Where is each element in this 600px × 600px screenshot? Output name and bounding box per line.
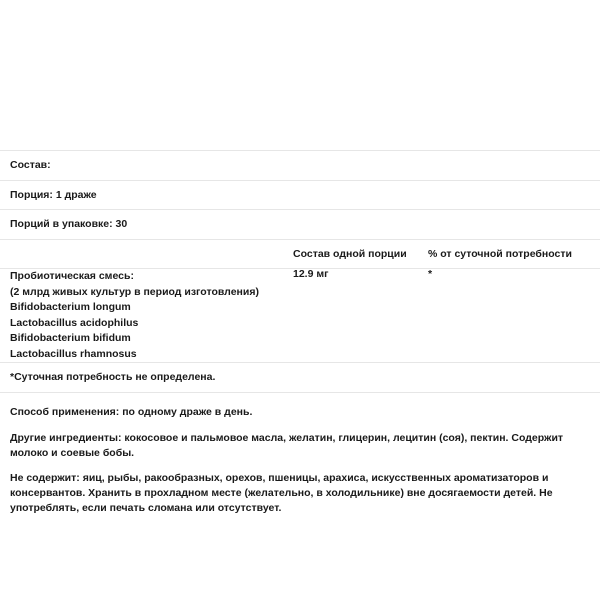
ingredient-daily-value-cell: *	[428, 268, 433, 280]
ingredient-amount-cell: 12.9 мг	[293, 268, 329, 280]
other-ingredients-text: Другие ингредиенты: кокосовое и пальмовое масла, желатин, глицерин, лецитин (соя), пектин. Содержит молоко и соевые бобы.	[10, 431, 564, 459]
column-header-amount-per-serving: Состав одной порции	[293, 247, 407, 260]
blend-subtitle: (2 млрд живых культур в период изготовления)	[10, 285, 259, 298]
column-header-daily-value: % от суточной потребности	[428, 247, 572, 260]
top-whitespace	[0, 0, 600, 150]
table-header-row	[0, 240, 600, 269]
strain-item-3: Lactobacillus rhamnosus	[10, 347, 137, 360]
supplement-facts-body	[0, 269, 600, 362]
servings-per-container-row: Порций в упаковке: 30	[10, 218, 128, 230]
blend-title: Пробиотическая смесь:	[10, 270, 134, 282]
table-row	[0, 269, 600, 362]
supplement-facts-table	[0, 240, 600, 269]
allergen-storage-text: Не содержит: яиц, рыбы, ракообразных, орехов, пшеницы, арахиса, искусственных ароматизаторов и консервантов. Хранить в прохладном месте (желательно, в холодильнике) вне досягаемости детей. Не употреблять, если печать сломана или отсутствует.	[10, 472, 553, 515]
serving-size-row: Порция: 1 драже	[10, 188, 97, 201]
daily-value-footnote: *Суточная потребность не определена.	[10, 371, 216, 384]
column-header-name	[0, 240, 293, 269]
strain-item-2: Bifidobacterium bifidum	[10, 332, 131, 345]
strain-item-1: Lactobacillus acidophilus	[10, 316, 139, 329]
directions-text: Способ применения: по одному драже в день.	[10, 405, 253, 418]
ingredient-name-cell	[0, 269, 293, 362]
ingredients-heading: Состав:	[10, 159, 51, 171]
strain-item-0: Bifidobacterium longum	[10, 301, 131, 314]
